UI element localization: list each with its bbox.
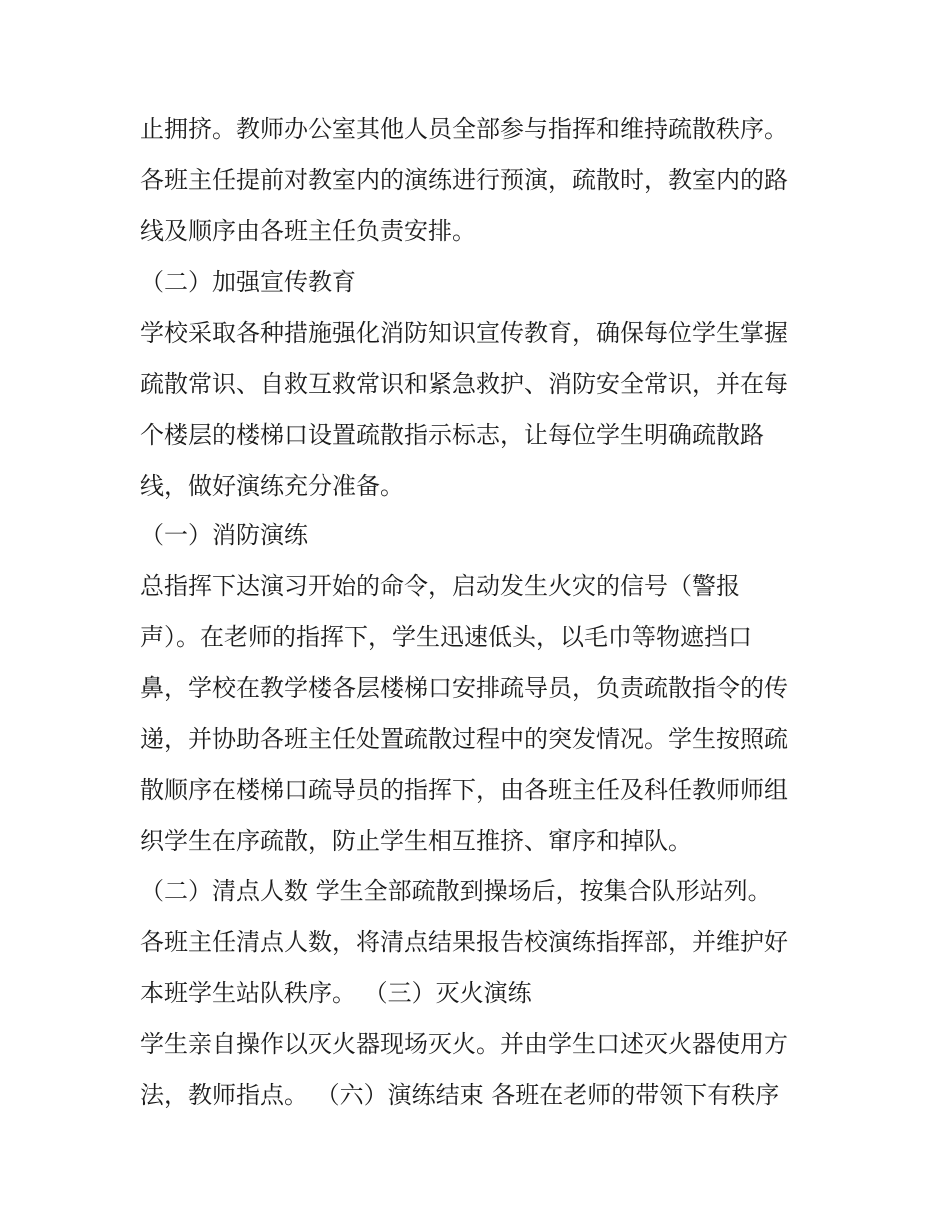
text-line: 声）。在老师的指挥下，学生迅速低头，以毛巾等物遮挡口 bbox=[140, 623, 752, 651]
text-line: 止拥挤。教师办公室其他人员全部参与指挥和维持疏散秩序。 bbox=[140, 115, 788, 143]
text-line: （二）清点人数 学生全部疏散到操场后，按集合队形站列。 bbox=[140, 877, 772, 905]
text-line: 线，做好演练充分准备。 bbox=[140, 472, 404, 500]
section-heading: （一）消防演练 bbox=[140, 521, 308, 549]
text-line: 总指挥下达演习开始的命令，启动发生火灾的信号（警报 bbox=[140, 572, 740, 600]
text-line: 散顺序在楼梯口疏导员的指挥下，由各班主任及科任教师师组 bbox=[140, 776, 788, 804]
text-line: 学校采取各种措施强化消防知识宣传教育，确保每位学生掌握 bbox=[140, 319, 788, 347]
text-line: 各班主任提前对教室内的演练进行预演，疏散时，教室内的路 bbox=[140, 166, 788, 194]
text-line: 法，教师指点。 （六）演练结束 各班在老师的带领下有秩序 bbox=[140, 1081, 780, 1109]
text-line: 个楼层的楼梯口设置疏散指示标志，让每位学生明确疏散路 bbox=[140, 421, 764, 449]
text-line: 鼻，学校在教学楼各层楼梯口安排疏导员，负责疏散指令的传 bbox=[140, 674, 788, 702]
text-line: 疏散常识、自救互救常识和紧急救护、消防安全常识，并在每 bbox=[140, 370, 788, 398]
text-line: 织学生在序疏散，防止学生相互推挤、窜序和掉队。 bbox=[140, 827, 692, 855]
text-line: 学生亲自操作以灭火器现场灭火。并由学生口述灭火器使用方 bbox=[140, 1030, 788, 1058]
section-heading: （二）加强宣传教育 bbox=[140, 268, 356, 296]
text-line: 线及顺序由各班主任负责安排。 bbox=[140, 217, 476, 245]
text-line: 递，并协助各班主任处置疏散过程中的突发情况。学生按照疏 bbox=[140, 725, 788, 753]
text-line: 各班主任清点人数，将清点结果报告校演练指挥部，并维护好 bbox=[140, 928, 788, 956]
text-line: 本班学生站队秩序。 （三）灭火演练 bbox=[140, 979, 532, 1007]
